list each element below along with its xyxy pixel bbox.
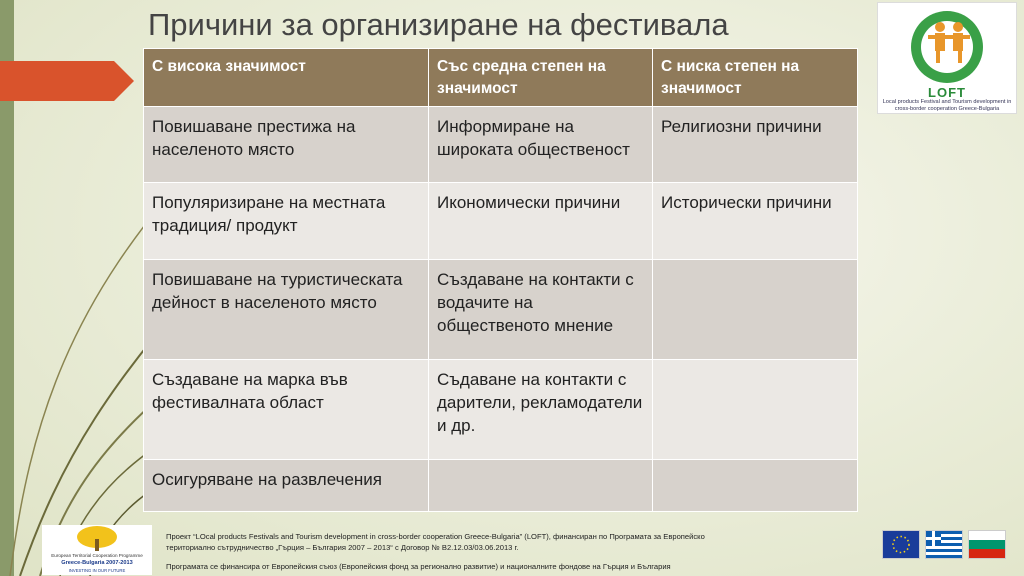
table-cell: Съдаване на контакти с дарители, рекламодатели и др. — [429, 360, 653, 460]
table-cell: Популяризиране на местната традиция/ продукт — [144, 183, 429, 260]
programme-line3: INVESTING IN OUR FUTURE — [68, 568, 126, 573]
table-cell: Създаване на марка във фестивалната област — [144, 360, 429, 460]
footer-line2: териториално сътрудничество „Гърция – България 2007 – 2013“ с Договор № B2.12.03/03.06.2013 г. — [166, 543, 519, 552]
table-cell: Повишаване на туристическата дейност в населеното място — [144, 260, 429, 360]
bulgaria-flag-icon — [968, 530, 1006, 559]
reasons-table — [143, 48, 858, 512]
table-cell — [653, 460, 858, 512]
table-cell: Осигуряване на развлечения — [144, 460, 429, 512]
table-cell: Икономически причини — [429, 183, 653, 260]
table-row — [144, 260, 858, 360]
logo-name: LOFT — [928, 85, 966, 100]
page-title: Причини за организиране на фестивала — [148, 7, 729, 42]
table-row — [144, 183, 858, 260]
table-cell: Исторически причини — [653, 183, 858, 260]
footer-line1: Проект “LOcal products Festivals and Tourism development in cross-border cooperation Greece-Bulgaria” (LOFT), финансиран по Програмата за Европейско — [166, 532, 705, 541]
table-row — [144, 360, 858, 460]
table-cell: Създаване на контакти с водачите на общественото мнение — [429, 260, 653, 360]
eu-flag-icon — [882, 530, 920, 559]
table-row — [144, 460, 858, 512]
programme-logo — [42, 525, 152, 575]
loft-logo — [877, 2, 1017, 114]
table-cell — [653, 260, 858, 360]
table-cell: Информиране на широката общественост — [429, 107, 653, 183]
table-row — [144, 107, 858, 183]
footer-line3: Програмата се финансира от Европейския съюз (Европейския фонд за регионално развитие) и националните фондове на Гърция и България — [166, 562, 671, 571]
table-cell — [653, 360, 858, 460]
table-cell: Религиозни причини — [653, 107, 858, 183]
greece-flag-icon — [925, 530, 963, 559]
table-cell — [429, 460, 653, 512]
header-high-importance: С висока значимост — [144, 49, 429, 107]
footer — [166, 531, 866, 572]
header-low-importance: С ниска степен на значимост — [653, 49, 858, 107]
table-cell: Повишаване престижа на населеното място — [144, 107, 429, 183]
header-medium-importance: Със средна степен на значимост — [429, 49, 653, 107]
programme-line2: Greece-Bulgaria 2007-2013 — [61, 560, 133, 566]
tree-icon — [42, 525, 152, 553]
programme-line1: European Territorial Cooperation Programme — [51, 553, 143, 558]
loft-emblem-icon — [878, 3, 1016, 87]
logo-subtitle: Local products Festival and Tourism development in cross-border cooperation Greece-Bulgaria — [882, 99, 1012, 112]
red-arrow-shape — [0, 61, 134, 101]
table-header-row — [144, 49, 858, 107]
